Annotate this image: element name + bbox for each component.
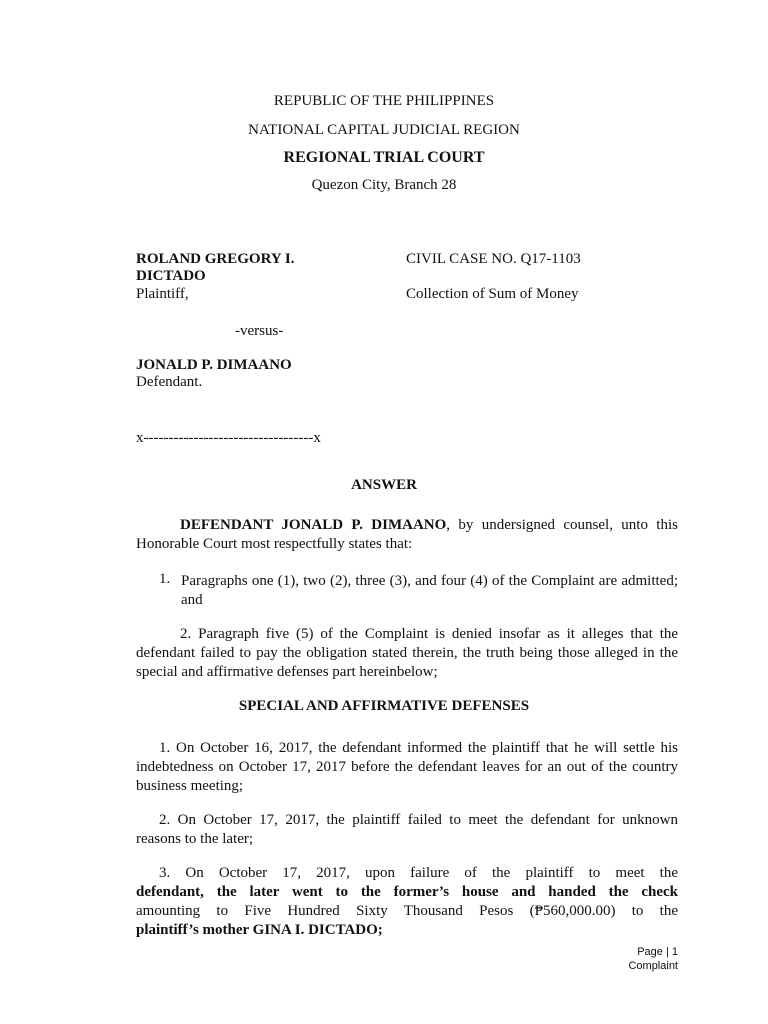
admission-2-text: Paragraph five (5) of the Complaint is denied insofar as it alleges that the defendant failed to pay the obligation stated therein, the truth being those alleged in the special and affirmative defenses part hereinbelow; — [136, 626, 679, 680]
admission-1-text: Paragraphs one (1), two (2), three (3), and four (4) of the Complaint are admitted; and — [181, 573, 678, 608]
defense-3-line2: defendant, the later went to the former’s house and handed the check — [136, 884, 678, 900]
defense-3-line4: plaintiff’s mother GINA I. DICTADO; — [136, 922, 383, 938]
footer-doc-label: Complaint — [628, 960, 678, 972]
intro-party-name: DEFENDANT JONALD P. DIMAANO — [180, 517, 447, 533]
versus-label: -versus- — [235, 323, 284, 339]
header-branch: Quezon City, Branch 28 — [311, 177, 457, 193]
defense-2-number: 2. — [159, 812, 171, 828]
defense-3-line1: On October 17, 2017, upon failure of the plaintiff to meet the — [185, 865, 679, 881]
intro-text: , by undersigned counsel, unto this Honorable Court most respectfully states that: — [136, 517, 678, 552]
document-title: ANSWER — [351, 477, 417, 493]
header-republic: REPUBLIC OF THE PHILIPPINES — [273, 93, 495, 109]
intro-paragraph — [136, 516, 678, 554]
page-footer — [628, 945, 678, 973]
defense-2-text: On October 17, 2017, the plaintiff failed to meet the defendant for unknown reasons to the later; — [136, 812, 678, 847]
plaintiff-name-line1: ROLAND GREGORY I. — [136, 251, 295, 267]
case-type: Collection of Sum of Money — [406, 286, 579, 302]
section-title: SPECIAL AND AFFIRMATIVE DEFENSES — [238, 698, 530, 714]
plaintiff-role: Plaintiff, — [136, 286, 189, 302]
defense-3-line3: amounting to Five Hundred Sixty Thousand Pesos (₱560,000.00) to the — [136, 903, 678, 919]
defendant-role: Defendant. — [136, 374, 203, 390]
defense-2-paragraph — [136, 811, 678, 849]
admission-2-number: 2. — [180, 626, 192, 642]
caption-separator: x----------------------------------x — [136, 430, 321, 446]
defense-3-paragraph — [136, 864, 678, 940]
defense-1-text: On October 16, 2017, the defendant informed the plaintiff that he will settle his indebtedness on October 17, 2017 before the defendant leaves for an out of the country business meeting; — [136, 740, 679, 794]
defense-1-paragraph — [136, 739, 678, 796]
case-number: CIVIL CASE NO. Q17-1103 — [406, 251, 581, 267]
defendant-name: JONALD P. DIMAANO — [136, 357, 292, 373]
defense-3-number: 3. — [159, 865, 171, 881]
defense-1-number: 1. — [159, 740, 171, 756]
header-region: NATIONAL CAPITAL JUDICIAL REGION — [248, 122, 520, 138]
admission-2-paragraph — [136, 625, 678, 682]
page-number: Page | 1 — [637, 946, 678, 958]
admission-1-number: 1. — [159, 571, 171, 587]
plaintiff-name-line2: DICTADO — [136, 268, 206, 284]
header-court: REGIONAL TRIAL COURT — [283, 149, 485, 166]
